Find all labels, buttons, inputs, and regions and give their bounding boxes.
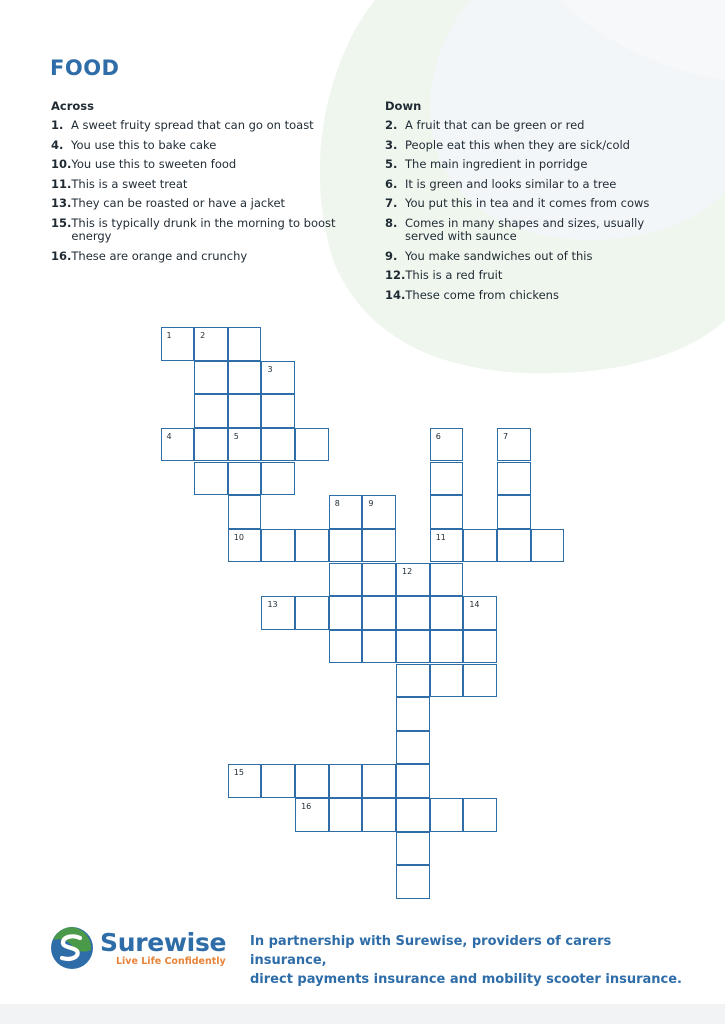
across-clue — [51, 139, 341, 153]
crossword-cell[interactable] — [396, 764, 430, 798]
clue-number: 13. — [51, 196, 72, 210]
across-clue — [51, 197, 341, 211]
crossword-cell[interactable] — [329, 630, 363, 664]
crossword-cell[interactable] — [295, 798, 329, 832]
down-heading: Down — [385, 99, 422, 113]
cell-clue-number: 8 — [334, 499, 340, 509]
crossword-cell[interactable] — [261, 462, 295, 496]
cell-clue-number: 11 — [435, 532, 446, 542]
cell-clue-number: 6 — [435, 431, 441, 441]
crossword-cell[interactable] — [295, 529, 329, 563]
crossword-cell[interactable] — [430, 462, 464, 496]
cell-clue-number: 13 — [267, 600, 278, 610]
crossword-cell[interactable] — [261, 361, 295, 395]
across-clue — [51, 158, 341, 172]
clue-number: 1. — [51, 118, 64, 132]
partnership-statement — [250, 932, 690, 989]
crossword-cell[interactable] — [362, 630, 396, 664]
crossword-cell[interactable] — [396, 865, 430, 899]
crossword-cell[interactable] — [295, 428, 329, 462]
crossword-cell[interactable] — [194, 327, 228, 361]
cell-clue-number: 14 — [469, 600, 480, 610]
crossword-cell[interactable] — [362, 764, 396, 798]
clue-text: This is typically drunk in the morning to boost energy — [71, 215, 336, 243]
crossword-cell[interactable] — [463, 664, 497, 698]
cell-clue-number: 2 — [200, 331, 206, 340]
cell-clue-number: 5 — [233, 431, 239, 441]
down-clue — [385, 178, 685, 192]
across-clue — [51, 119, 341, 133]
crossword-cell[interactable] — [295, 596, 329, 630]
clue-text: You put this in tea and it comes from cows — [405, 196, 650, 210]
clue-text: A sweet fruity spread that can go on toast — [71, 118, 314, 132]
crossword-cell[interactable] — [531, 529, 565, 563]
cell-clue-number: 12 — [402, 566, 413, 576]
clue-text: You use this to bake cake — [71, 137, 217, 152]
cell-clue-number: 7 — [503, 431, 509, 441]
clue-number: 10. — [51, 157, 72, 171]
across-heading: Across — [51, 99, 94, 113]
clue-number: 11. — [51, 176, 72, 191]
crossword-cell[interactable] — [329, 529, 363, 563]
clue-text: The main ingredient in porridge — [405, 157, 588, 171]
crossword-cell[interactable] — [463, 798, 497, 832]
crossword-cell[interactable] — [463, 529, 497, 563]
across-clue — [51, 217, 341, 244]
across-clue-list — [51, 119, 341, 263]
crossword-cell[interactable] — [228, 462, 262, 496]
crossword-cell[interactable] — [329, 596, 363, 630]
page-title: FOOD — [50, 56, 120, 80]
crossword-cell[interactable] — [329, 563, 363, 597]
crossword-cell[interactable] — [261, 529, 295, 563]
crossword-cell[interactable] — [430, 495, 464, 529]
crossword-cell[interactable] — [463, 596, 497, 630]
clue-text: You make sandwiches out of this — [405, 248, 593, 263]
down-clues — [385, 99, 685, 308]
clue-text: People eat this when they are sick/cold — [405, 137, 630, 152]
cell-clue-number: 4 — [166, 431, 172, 441]
crossword-cell[interactable] — [396, 664, 430, 698]
crossword-cell[interactable] — [396, 697, 430, 731]
crossword-cell[interactable] — [396, 731, 430, 765]
crossword-cell[interactable] — [430, 428, 464, 462]
crossword-cell[interactable] — [362, 798, 396, 832]
down-clue — [385, 158, 685, 172]
surewise-logo — [50, 926, 226, 970]
clue-number: 2. — [385, 118, 398, 132]
clue-text: These are orange and crunchy — [71, 248, 248, 263]
crossword-cell[interactable] — [161, 428, 195, 462]
down-clue — [385, 139, 685, 153]
logo-name: Surewise — [100, 927, 227, 957]
crossword-cell[interactable] — [329, 495, 363, 529]
down-clue — [385, 250, 685, 264]
clue-number: 16. — [51, 248, 72, 263]
crossword-cell[interactable] — [497, 428, 531, 462]
crossword-cell[interactable] — [362, 529, 396, 563]
crossword-cell[interactable] — [261, 596, 295, 630]
clue-text: This is a sweet treat — [71, 176, 188, 191]
clue-text: A fruit that can be green or red — [405, 118, 585, 132]
clue-number: 14. — [385, 287, 406, 302]
crossword-cell[interactable] — [396, 596, 430, 630]
crossword-cell[interactable] — [430, 664, 464, 698]
cell-clue-number: 1 — [166, 331, 172, 340]
cell-clue-number: 9 — [368, 499, 374, 509]
clue-number: 6. — [385, 176, 398, 191]
bottom-band — [0, 1004, 725, 1024]
partnership-line-2: direct payments insurance and mobility scooter insurance. — [250, 972, 682, 987]
clue-text: Comes in many shapes and sizes, usually served with saunce — [405, 215, 645, 243]
crossword-cell[interactable] — [228, 495, 262, 529]
across-clue — [51, 178, 341, 192]
crossword-cell[interactable] — [194, 361, 228, 395]
clue-number: 15. — [51, 215, 72, 230]
crossword-cell[interactable] — [228, 394, 262, 428]
crossword-cell[interactable] — [463, 630, 497, 664]
cell-clue-number: 3 — [267, 364, 273, 374]
clue-text: These come from chickens — [405, 287, 559, 302]
surewise-s-logo-icon — [50, 926, 94, 970]
crossword-cell[interactable] — [194, 394, 228, 428]
crossword-cell[interactable] — [430, 529, 464, 563]
crossword-cell[interactable] — [430, 563, 464, 597]
crossword-cell[interactable] — [228, 428, 262, 462]
across-clue — [51, 250, 341, 264]
clue-number: 3. — [385, 137, 398, 152]
crossword-cell[interactable] — [261, 428, 295, 462]
clue-text: You use this to sweeten food — [71, 157, 237, 171]
clue-number: 9. — [385, 248, 398, 263]
cell-clue-number: 15 — [233, 768, 244, 778]
crossword-cell[interactable] — [228, 764, 262, 798]
crossword-cell[interactable] — [362, 563, 396, 597]
crossword-cell[interactable] — [396, 630, 430, 664]
down-clue — [385, 269, 685, 283]
crossword-cell[interactable] — [396, 798, 430, 832]
partnership-line-1: In partnership with Surewise, providers of carers insurance, — [250, 934, 612, 968]
down-clue — [385, 217, 685, 244]
down-clue — [385, 197, 685, 211]
crossword-cell[interactable] — [228, 361, 262, 395]
crossword-cell[interactable] — [430, 798, 464, 832]
crossword-cell[interactable] — [194, 462, 228, 496]
clue-text: It is green and looks similar to a tree — [405, 176, 617, 191]
down-clue-list — [385, 119, 685, 302]
clue-number: 12. — [385, 268, 406, 282]
crossword-cell[interactable] — [497, 495, 531, 529]
crossword-cell[interactable] — [396, 563, 430, 597]
crossword-cell[interactable] — [396, 832, 430, 866]
clue-text: They can be roasted or have a jacket — [71, 196, 286, 210]
clue-number: 5. — [385, 157, 398, 171]
down-clue — [385, 289, 685, 303]
crossword-cell[interactable] — [329, 764, 363, 798]
crossword-cell[interactable] — [362, 596, 396, 630]
crossword-cell[interactable] — [497, 529, 531, 563]
crossword-cell[interactable] — [362, 495, 396, 529]
clue-number: 7. — [385, 196, 398, 210]
clue-text: This is a red fruit — [405, 268, 503, 282]
crossword-cell[interactable] — [329, 798, 363, 832]
across-clues — [51, 99, 341, 269]
crossword-cell[interactable] — [161, 327, 195, 361]
clue-number: 4. — [51, 137, 64, 152]
crossword-cell[interactable] — [430, 630, 464, 664]
cell-clue-number: 16 — [301, 802, 312, 812]
crossword-cell[interactable] — [228, 327, 262, 361]
crossword-cell[interactable] — [430, 596, 464, 630]
crossword-cell[interactable] — [497, 462, 531, 496]
crossword-cell[interactable] — [261, 764, 295, 798]
clue-number: 8. — [385, 215, 398, 230]
cell-clue-number: 10 — [233, 532, 244, 542]
logo-tagline: Live Life Confidently — [116, 955, 226, 967]
crossword-cell[interactable] — [194, 428, 228, 462]
down-clue — [385, 119, 685, 133]
crossword-cell[interactable] — [261, 394, 295, 428]
crossword-cell[interactable] — [228, 529, 262, 563]
crossword-cell[interactable] — [295, 764, 329, 798]
